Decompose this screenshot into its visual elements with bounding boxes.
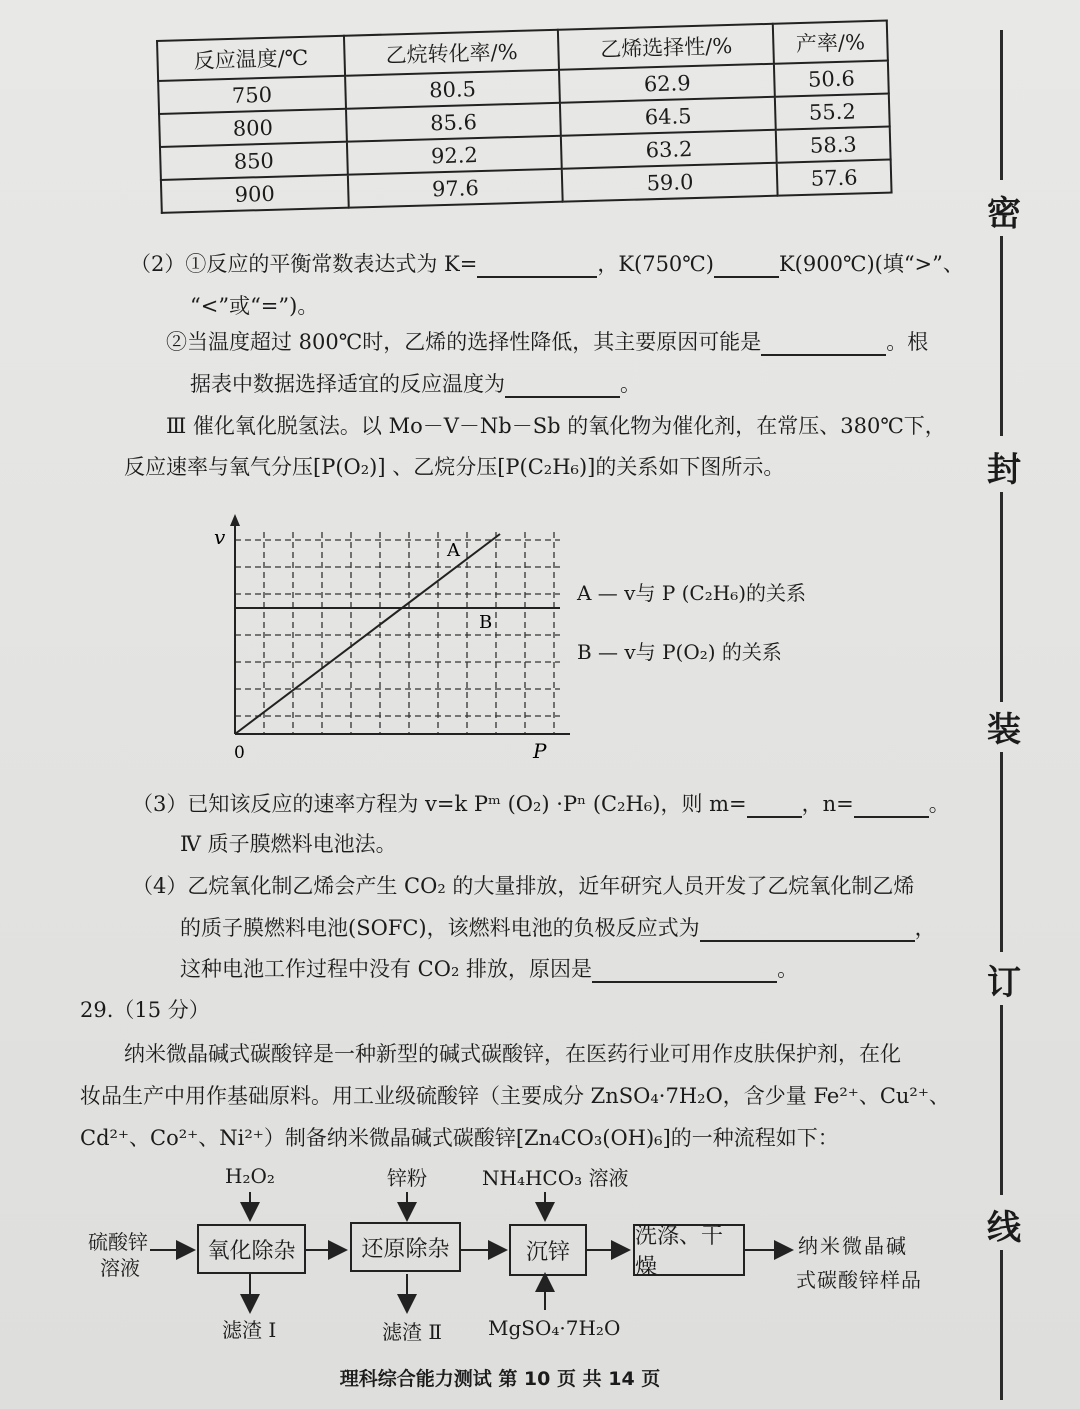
seal-line [1000,1250,1003,1400]
flow-box-wash-dry: 洗涤、干燥 [633,1224,745,1276]
table-cell: 900 [161,175,349,213]
residue-1: 滤渣 Ⅰ [222,1318,277,1342]
q3-text: 。 [928,792,950,816]
page-footer: 理科综合能力测试 第 10 页 共 14 页 [339,1368,661,1390]
curve-a-label: A [447,540,460,561]
q2-text: 。根 [886,330,929,354]
question-29-line-2: 妆品生产中用作基础原料。用工业级硫酸锌（主要成分 ZnSO₄·7H₂O，含少量 Fe²⁺、Cu²⁺、 [80,1084,950,1108]
flow-box-reduction: 还原除杂 [350,1222,461,1272]
seal-char: 封 [987,450,1021,490]
table-cell: 85.6 [346,103,562,142]
q2-text: ②当温度超过 800℃时，乙烯的选择性降低，其主要原因可能是 [166,330,762,354]
reagent-h2o2: H₂O₂ [225,1164,275,1188]
method-3-line-2: 反应速率与氧气分压[P(O₂)] 、乙烷分压[P(C₂H₆)]的关系如下图所示。 [124,455,785,479]
q2-text: （2）①反应的平衡常数表达式为 K= [130,252,478,276]
q3-text: （3）已知该反应的速率方程为 v=k Pᵐ (O₂) ·Pⁿ (C₂H₆)，则 m= [132,792,747,816]
flow-input: 硫酸锌 [88,1230,148,1254]
table-cell: 750 [158,76,346,114]
table-cell: 63.2 [561,130,777,169]
origin-label: 0 [234,743,245,762]
y-axis-arrow [230,514,240,526]
answer-blank[interactable] [714,254,779,278]
question-3 [132,790,950,818]
y-axis-label: v [214,525,226,549]
table-header-cell: 产率/% [773,21,888,64]
seal-line [1000,492,1003,702]
question-2-line-1 [130,250,964,278]
question-4-line-2 [180,914,936,942]
legend-a: A — v与 P (C₂H₆)的关系 [577,581,807,605]
question-29-title: 29.（15 分） [80,998,210,1022]
legend-b: B — v与 P(O₂) 的关系 [577,640,782,664]
q3-text: ，n= [801,792,854,816]
q2-text: 。 [620,372,641,396]
q4-text: 。 [777,957,799,981]
reaction-data-table [156,20,893,214]
q2-text: “<”或“=”)。 [190,294,319,318]
q2-text: 据表中数据选择适宜的反应温度为 [190,372,505,396]
table-header-cell: 乙烷转化率/% [344,30,560,76]
method-4: Ⅳ 质子膜燃料电池法。 [180,832,397,856]
table-cell: 92.2 [347,136,563,175]
flow-output: 式碳酸锌样品 [796,1268,922,1292]
seal-char: 密 [987,194,1021,234]
table-cell: 55.2 [775,94,890,130]
answer-blank[interactable] [477,254,597,278]
line-a [235,534,500,734]
reagent-zinc-powder: 锌粉 [387,1166,427,1190]
residue-2: 滤渣 Ⅱ [382,1320,442,1344]
question-29-line-3: Cd²⁺、Co²⁺、Ni²⁺）制备纳米微晶碱式碳酸锌[Zn₄CO₃(OH)₆]的一种流程如下： [80,1126,839,1150]
table-cell: 58.3 [776,127,891,163]
table-cell: 800 [159,109,347,147]
table-header-cell: 乙烯选择性/% [558,24,774,70]
x-axis-label: P [533,739,547,762]
question-4-line-1: （4）乙烷氧化制乙烯会产生 CO₂ 的大量排放，近年研究人员开发了乙烷氧化制乙烯 [132,874,915,898]
seal-char: 订 [987,963,1021,1003]
seal-line [1000,236,1003,436]
table-cell: 62.9 [559,64,775,103]
q4-text: ， [914,916,936,940]
q2-text: ，K(750℃) [597,252,714,276]
flow-box-oxidation: 氧化除杂 [197,1224,306,1274]
reagent-nh4hco3: NH₄HCO₃ 溶液 [482,1166,629,1190]
question-2-line-4 [190,370,641,398]
curve-b-label: B [479,612,493,633]
flow-input: 溶液 [100,1256,140,1280]
question-2-line-2 [190,292,318,320]
q4-text: 的质子膜燃料电池(SOFC)，该燃料电池的负极反应式为 [180,916,700,940]
table-cell: 80.5 [345,70,561,109]
seal-line [1000,1005,1003,1195]
question-29-line-1: 纳米微晶碱式碳酸锌是一种新型的碱式碳酸锌，在医药行业可用作皮肤保护剂，在化 [124,1042,901,1066]
method-3-line-1: Ⅲ 催化氧化脱氢法。以 Mo－V－Nb－Sb 的氧化物为催化剂，在常压、380℃下， [166,414,946,438]
question-4-line-3 [180,955,798,983]
table-cell: 59.0 [562,163,778,202]
reagent-mgso4: MgSO₄·7H₂O [488,1316,621,1340]
table-header-cell: 反应温度/℃ [157,36,345,81]
answer-blank[interactable] [854,794,929,818]
rate-pressure-graph [200,512,570,762]
table-cell: 64.5 [560,97,776,136]
answer-blank[interactable] [761,332,886,356]
table-cell: 57.6 [777,160,892,196]
seal-line [1000,30,1003,180]
seal-char: 装 [987,710,1021,750]
seal-char: 线 [987,1208,1021,1248]
flow-output: 纳米微晶碱 [798,1234,908,1258]
answer-blank[interactable] [747,794,802,818]
q2-text: K(900℃)(填“>”、 [778,252,964,276]
question-2-line-3 [166,328,928,356]
flow-box-precipitation: 沉锌 [509,1224,587,1276]
table-cell: 850 [160,142,348,180]
q4-text: 这种电池工作过程中没有 CO₂ 排放，原因是 [180,957,593,981]
table-cell: 50.6 [774,61,889,97]
answer-blank[interactable] [700,918,915,942]
seal-line [1000,752,1003,952]
table-cell: 97.6 [348,169,564,208]
answer-blank[interactable] [592,959,777,983]
answer-blank[interactable] [505,374,620,398]
